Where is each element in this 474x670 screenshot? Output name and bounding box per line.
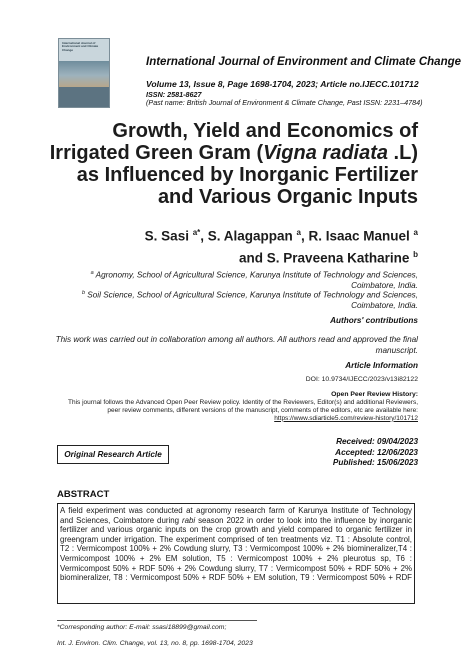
title-line-1: Growth, Yield and Economics of — [112, 120, 418, 142]
peer-review-line: peer review comments, different versions of the manuscript, comments of the editors, etc are available here: — [107, 406, 418, 414]
contributions-text — [38, 335, 418, 356]
abstract-text: season 2022 in order to look into the influence by inorganic — [195, 515, 412, 525]
cover-footer-band — [59, 87, 109, 107]
accepted-date: Accepted: 12/06/2023 — [335, 447, 418, 457]
author-line-1 — [38, 224, 418, 246]
affil-mark: b — [81, 290, 85, 296]
species-name: Vigna radiata — [263, 142, 388, 164]
season-term: rabi — [181, 515, 196, 525]
abstract-text: and Sciences, Coimbatore during — [60, 515, 182, 525]
author-list — [38, 224, 418, 267]
cover-title: International Journal of Environment and Climate Change — [62, 41, 99, 52]
volume-line: Volume 13, Issue 8, Page 1698-1704, 2023; Article no.IJECC.101712 — [146, 79, 419, 89]
author-name: S. Sasi — [144, 228, 193, 244]
issn-line: ISSN: 2581-8627 — [146, 90, 202, 99]
abstract-line: biomineralizer, T8 : Vermicompost 50% + RDF 50% + EM solution, T9 : Vermicompost 50% + RDF — [60, 573, 412, 583]
author-affil-mark: a* — [192, 228, 201, 237]
contributions-line: This work was carried out in collaboration among all authors. All authors read and approved the final — [55, 335, 418, 344]
title-line-3: as Influenced by Inorganic Fertilizer — [76, 164, 418, 186]
footnote-divider — [57, 620, 257, 621]
abstract-line: fertilizer and various organic inputs on the crop growth and yield compared to organic fertilizer in — [60, 525, 412, 535]
affil-text: Agronomy, School of Agricultural Science, Karunya Institute of Technology and Sciences, — [93, 270, 418, 280]
abstract-line: Vermicompost 50% + RDF 50% + 2% Cowdung slurry, T7 : Vermicompost 50% + RDF 50% + 2% — [60, 563, 412, 573]
cover-landscape-image — [59, 61, 109, 87]
author-name: , S. Alagappan — [200, 228, 297, 244]
peer-review-text — [28, 399, 418, 422]
paper-title — [38, 120, 418, 208]
peer-review-line: This journal follows the Advanced Open Peer Review policy. Identity of the Reviewers, Editor(s) and additional Reviewers, — [68, 399, 418, 406]
contributions-heading: Authors' contributions — [330, 316, 418, 325]
affil-text: Coimbatore, India. — [351, 281, 418, 291]
author-affil-mark: b — [413, 249, 418, 259]
review-history-link[interactable]: https://www.sdiarticle5.com/review-history/101712 — [274, 414, 418, 422]
article-information-heading: Article Information — [345, 361, 418, 370]
peer-review-heading: Open Peer Review History: — [331, 391, 418, 398]
journal-cover-thumbnail — [58, 38, 110, 108]
published-date: Published: 15/06/2023 — [332, 458, 418, 467]
author-name: and S. Praveena Katharine — [239, 250, 414, 265]
affil-text: Soil Science, School of Agricultural Science, Karunya Institute of Technology and Sciences, — [85, 290, 418, 300]
author-affil-mark: a — [296, 228, 301, 237]
abstract-heading: ABSTRACT — [57, 489, 110, 500]
author-name: , R. Isaac Manuel — [301, 228, 414, 244]
abstract-line: A field experiment was conducted at agronomy research farm of Karunya Institute of Technology — [60, 506, 412, 515]
author-line-2 — [38, 246, 418, 268]
abstract-box — [57, 503, 415, 604]
title-text: Irrigated Green Gram ( — [49, 142, 264, 164]
affiliation-b — [38, 288, 418, 312]
contributions-line: manuscript. — [375, 345, 418, 355]
title-text: .L) — [388, 142, 418, 164]
author-affil-mark: a — [413, 228, 418, 237]
corresponding-author-note: *Corresponding author: E-mail: ssasi18899@gmail.com; — [57, 624, 227, 631]
title-line-4: and Various Organic Inputs — [157, 186, 418, 208]
abstract-line: greengram under irrigation. The experiment comprised of ten treatments viz. T1 : Absolute control, — [60, 534, 412, 544]
article-type-box: Original Research Article — [57, 445, 169, 464]
affil-mark: a — [90, 270, 94, 276]
journal-name: International Journal of Environment and Climate Change — [146, 56, 462, 68]
past-name-line: (Past name: British Journal of Environment & Climate Change, Past ISSN: 2231–4784) — [146, 98, 423, 107]
received-date: Received: 09/04/2023 — [336, 437, 418, 446]
abstract-line — [60, 516, 412, 526]
abstract-line: T2 : Vermicompost 100% + 2% Cowdung slurry, T3 : Vermicompost 100% + 2% biomineralizer,T4 : — [60, 544, 412, 554]
citation-footer: Int. J. Environ. Clim. Change, vol. 13, no. 8, pp. 1698-1704, 2023 — [57, 640, 253, 647]
title-line-2 — [38, 142, 418, 164]
article-dates — [218, 437, 418, 469]
abstract-line: Vermicompost 100% + 2% EM solution, T5 : Vermicompost 100% + 2% pleurotus sp, T6 : — [60, 553, 412, 563]
affil-text: Coimbatore, India. — [351, 301, 418, 311]
doi[interactable]: DOI: 10.9734/IJECC/2023/v13i82122 — [305, 376, 418, 383]
